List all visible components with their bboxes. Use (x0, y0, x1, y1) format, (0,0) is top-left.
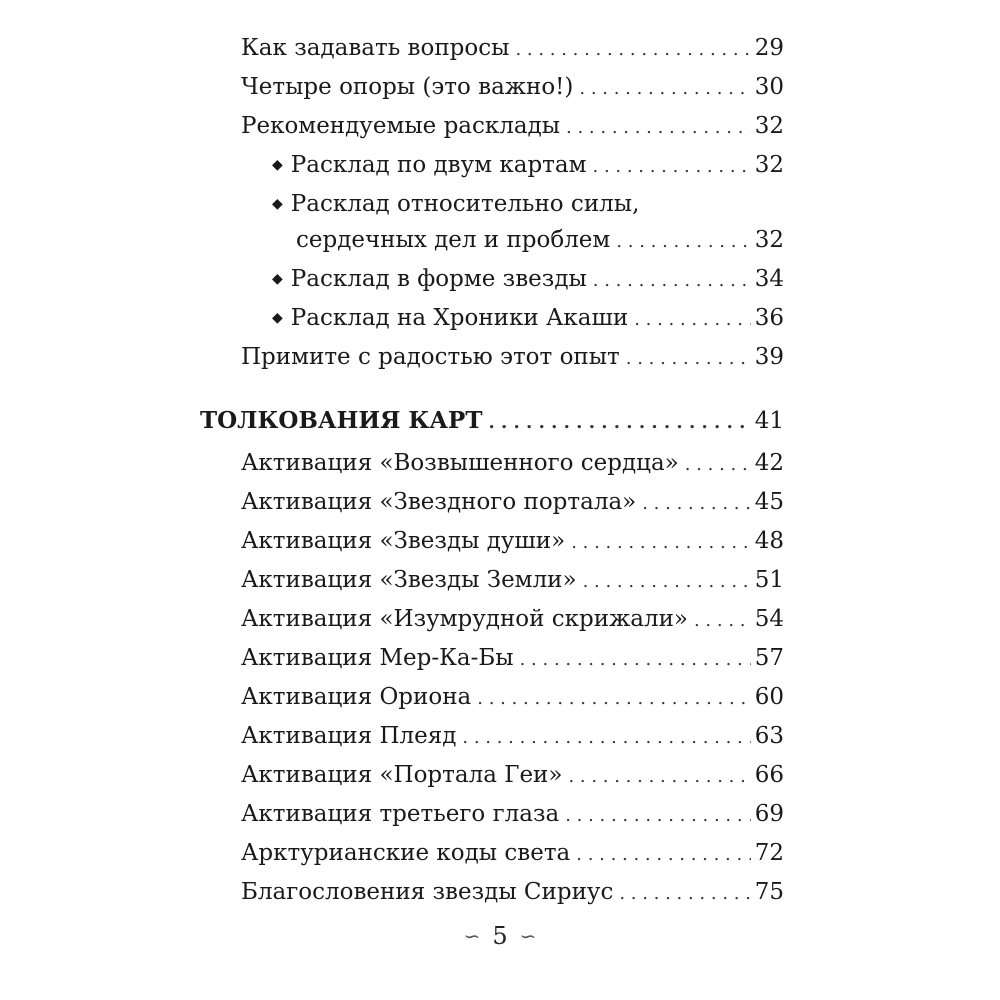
section-title: ТОЛКОВАНИЯ КАРТ (200, 407, 483, 434)
toc-entry-title: Активация «Возвышенного сердца» (241, 450, 679, 476)
toc-page-number: 30 (754, 74, 784, 100)
ornament-right-icon: ∽ (519, 924, 537, 948)
toc-entry-card[interactable] (241, 445, 784, 481)
toc-leader-dots (477, 681, 750, 717)
toc-page-number: 51 (754, 567, 784, 593)
toc-entry-star-spread[interactable] (272, 261, 784, 297)
toc-entry-title: Примите с радостью этот опыт (241, 344, 620, 370)
toc-leader-dots (520, 642, 751, 678)
toc-page-number: 29 (754, 35, 784, 61)
toc-entry-two-card-spread[interactable] (272, 147, 784, 183)
diamond-bullet-icon: ◆ (272, 157, 283, 173)
toc-entry-card[interactable] (241, 874, 784, 910)
toc-leader-dots (583, 564, 751, 600)
toc-page-number: 72 (754, 840, 784, 866)
toc-entry-akashic-spread[interactable] (272, 300, 784, 336)
toc-page-number: 54 (754, 606, 784, 632)
toc-page-number: 60 (754, 684, 784, 710)
toc-page-number: 32 (754, 152, 784, 178)
toc-leader-dots (488, 405, 750, 441)
toc-leader-dots (576, 837, 750, 873)
toc-page-number: 66 (754, 762, 784, 788)
toc-page-number: 45 (754, 489, 784, 515)
page-number: 5 (492, 922, 508, 950)
toc-page-number: 57 (754, 645, 784, 671)
toc-page-number: 32 (754, 113, 784, 139)
toc-page-number: 75 (754, 879, 784, 905)
toc-entry-recommended-spreads[interactable] (241, 108, 784, 144)
toc-leader-dots (579, 71, 750, 107)
toc-leader-dots (593, 263, 751, 299)
toc-entry-title: Благословения звезды Сириус (241, 879, 614, 905)
toc-entry-card[interactable] (241, 679, 784, 715)
toc-entry-power-spread-line2[interactable] (296, 222, 784, 258)
toc-entry-card[interactable] (241, 562, 784, 598)
toc-entry-title: Активация «Портала Геи» (241, 762, 563, 788)
toc-section-card-interpretations[interactable] (200, 403, 784, 439)
toc-entry-title: Расклад на Хроники Акаши (290, 305, 629, 331)
toc-leader-dots (515, 32, 750, 68)
toc-leader-dots (593, 149, 751, 185)
toc-entry-title: Активация «Звездного портала» (241, 489, 637, 515)
toc-entry-card[interactable] (241, 796, 784, 832)
toc-entry-card[interactable] (241, 718, 784, 754)
toc-entry-title: Активация Плеяд (241, 723, 457, 749)
toc-leader-dots (462, 720, 750, 756)
toc-entry-title: Расклад относительно силы, (290, 191, 640, 217)
toc-page-number: 41 (754, 408, 784, 434)
toc-entry-title: Активация Ориона (241, 684, 472, 710)
toc-entry-title: Как задавать вопросы (241, 35, 510, 61)
toc-leader-dots (694, 603, 751, 639)
toc-leader-dots (642, 486, 750, 522)
toc-page-number: 39 (754, 344, 784, 370)
toc-entry-title: Расклад по двум картам (290, 152, 587, 178)
toc-page-number: 36 (754, 305, 784, 331)
ornament-left-icon: ∽ (463, 924, 481, 948)
toc-entry-title: Активация Мер-Ка-Бы (241, 645, 514, 671)
toc-leader-dots (566, 110, 751, 146)
toc-entry-power-spread-line1[interactable] (272, 186, 639, 222)
diamond-bullet-icon: ◆ (272, 271, 283, 287)
toc-page-number: 32 (754, 227, 784, 253)
toc-entry-title: Четыре опоры (это важно!) (241, 74, 574, 100)
toc-entry-card[interactable] (241, 523, 784, 559)
toc-entry-card[interactable] (241, 484, 784, 520)
toc-entry-card[interactable] (241, 601, 784, 637)
toc-leader-dots (571, 525, 751, 561)
toc-entry-title: Арктурианские коды света (241, 840, 571, 866)
toc-page-number: 34 (754, 266, 784, 292)
toc-leader-dots (565, 798, 751, 834)
toc-entry-card[interactable] (241, 640, 784, 676)
toc-leader-dots (685, 447, 751, 483)
diamond-bullet-icon: ◆ (272, 310, 283, 326)
toc-page-number: 63 (754, 723, 784, 749)
toc-entry-four-pillars[interactable] (241, 69, 784, 105)
toc-entry-card[interactable] (241, 757, 784, 793)
toc-page-number: 42 (754, 450, 784, 476)
toc-entry-accept-experience[interactable] (241, 339, 784, 375)
toc-entry-title: Активация «Звезды Земли» (241, 567, 577, 593)
page-footer (0, 922, 1000, 950)
toc-entry-questions[interactable] (241, 30, 784, 66)
toc-entry-title: Активация третьего глаза (241, 801, 560, 827)
toc-entry-title: Активация «Изумрудной скрижали» (241, 606, 688, 632)
toc-page-number: 48 (754, 528, 784, 554)
toc-page-number: 69 (754, 801, 784, 827)
toc-entry-card[interactable] (241, 835, 784, 871)
toc-leader-dots (634, 302, 751, 338)
toc-leader-dots (616, 224, 750, 260)
toc-leader-dots (619, 876, 750, 912)
toc-entry-title: сердечных дел и проблем (296, 227, 611, 253)
toc-entry-title: Расклад в форме звезды (290, 266, 587, 292)
toc-leader-dots (568, 759, 750, 795)
toc-entry-title: Активация «Звезды души» (241, 528, 566, 554)
toc-entry-title: Рекомендуемые расклады (241, 113, 561, 139)
toc-leader-dots (626, 341, 751, 377)
diamond-bullet-icon: ◆ (272, 196, 283, 212)
